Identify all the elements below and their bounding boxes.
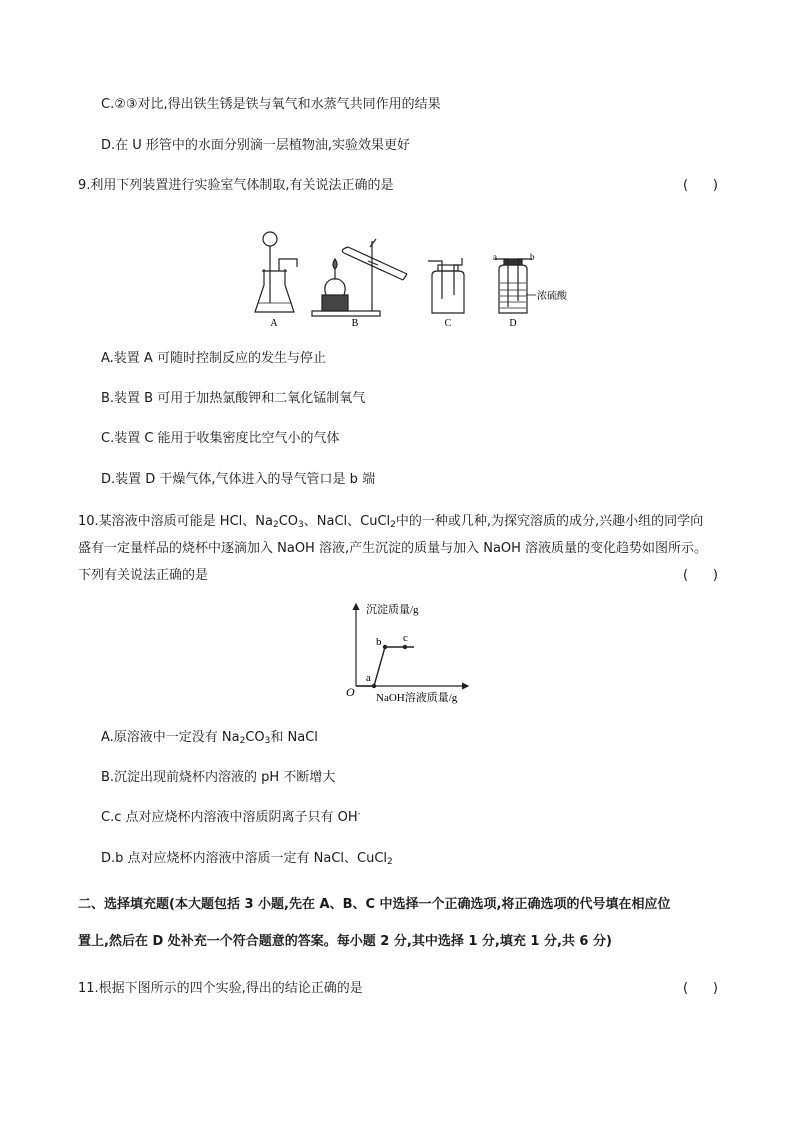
q10-option-d: D.b 点对应烧杯内溶液中溶质一定有 NaCl、CuCl$_2$ — [101, 851, 393, 867]
apparatus-c-bottle — [428, 258, 464, 313]
graph-label-c: c — [403, 632, 408, 644]
q11-stem: 11.根据下图所示的四个实验,得出的结论正确的是 — [78, 981, 363, 996]
q9-stem: 9.利用下列装置进行实验室气体制取,有关说法正确的是 — [78, 178, 394, 193]
q9-apparatus-figure — [252, 225, 582, 335]
graph-label-a: a — [366, 672, 371, 684]
q9-option-b: B.装置 B 可用于加热氯酸钾和二氧化锰制氧气 — [101, 391, 366, 406]
q9-answer-paren: ( ) — [683, 178, 718, 193]
q9-option-c: C.装置 C 能用于收集密度比空气小的气体 — [101, 431, 340, 446]
graph-point-a — [372, 684, 376, 688]
apparatus-d-label: D — [509, 318, 517, 329]
q10-precipitate-graph — [340, 598, 480, 708]
q9-option-a: A.装置 A 可随时控制反应的发生与停止 — [101, 351, 326, 366]
q10-stem-line-1: 10.某溶液中溶质可能是 HCl、$Na_2CO_3$、NaCl、CuCl$_2$中的一种或几种,为探究溶质的成分,兴趣小组的同学向 — [78, 514, 704, 530]
q10-stem-line-2: 盛有一定量样品的烧杯中逐滴加入 NaOH 溶液,产生沉淀的质量与加入 NaOH 溶液质量的变化趋势如图所示。 — [78, 541, 708, 556]
apparatus-d-port-b: b — [530, 252, 535, 262]
section-2-heading-line-2: 置上,然后在 D 处补充一个符合题意的答案。每小题 2 分,其中选择 1 分,填充 1 分,共 6 分) — [78, 934, 612, 949]
q10-stem-line-3: 下列有关说法正确的是 — [78, 568, 209, 583]
q11-answer-paren: ( ) — [683, 981, 718, 996]
apparatus-c-label: C — [444, 318, 452, 329]
q8-option-c: C.②③对比,得出铁生锈是铁与氧气和水蒸气共同作用的结果 — [101, 97, 441, 112]
q8-option-d: D.在 U 形管中的水面分别滴一层植物油,实验效果更好 — [101, 138, 411, 153]
apparatus-a-label: A — [270, 318, 278, 329]
apparatus-b-label: B — [351, 318, 359, 329]
apparatus-d-acid-label: 浓硫酸 — [537, 291, 567, 302]
apparatus-d-wash-bottle — [495, 259, 536, 313]
q10-option-c: C.c 点对应烧杯内溶液中溶质阴离子只有 OH- — [101, 809, 361, 825]
graph-point-b — [383, 645, 387, 649]
graph-x-label: NaOH溶液质量/g — [376, 692, 458, 704]
apparatus-d-port-a: a — [493, 252, 497, 262]
q10-option-b: B.沉淀出现前烧杯内溶液的 pH 不断增大 — [101, 770, 336, 785]
graph-origin: O — [346, 685, 355, 699]
graph-point-c — [403, 645, 407, 649]
apparatus-a-flask — [255, 232, 297, 312]
section-2-heading-line-1: 二、选择填充题(本大题包括 3 小题,先在 A、B、C 中选择一个正确选项,将正确选项的代号填在相应位 — [78, 897, 671, 912]
apparatus-b-heating — [312, 239, 407, 316]
q10-answer-paren: ( ) — [683, 568, 718, 583]
graph-y-label: 沉淀质量/g — [366, 604, 419, 616]
q10-option-a: A.原溶液中一定没有 $Na_2CO_3$和 NaCl — [101, 730, 318, 746]
graph-label-b: b — [376, 636, 382, 648]
graph-curve — [356, 647, 414, 686]
q9-option-d: D.装置 D 干燥气体,气体进入的导气管口是 b 端 — [101, 472, 376, 487]
